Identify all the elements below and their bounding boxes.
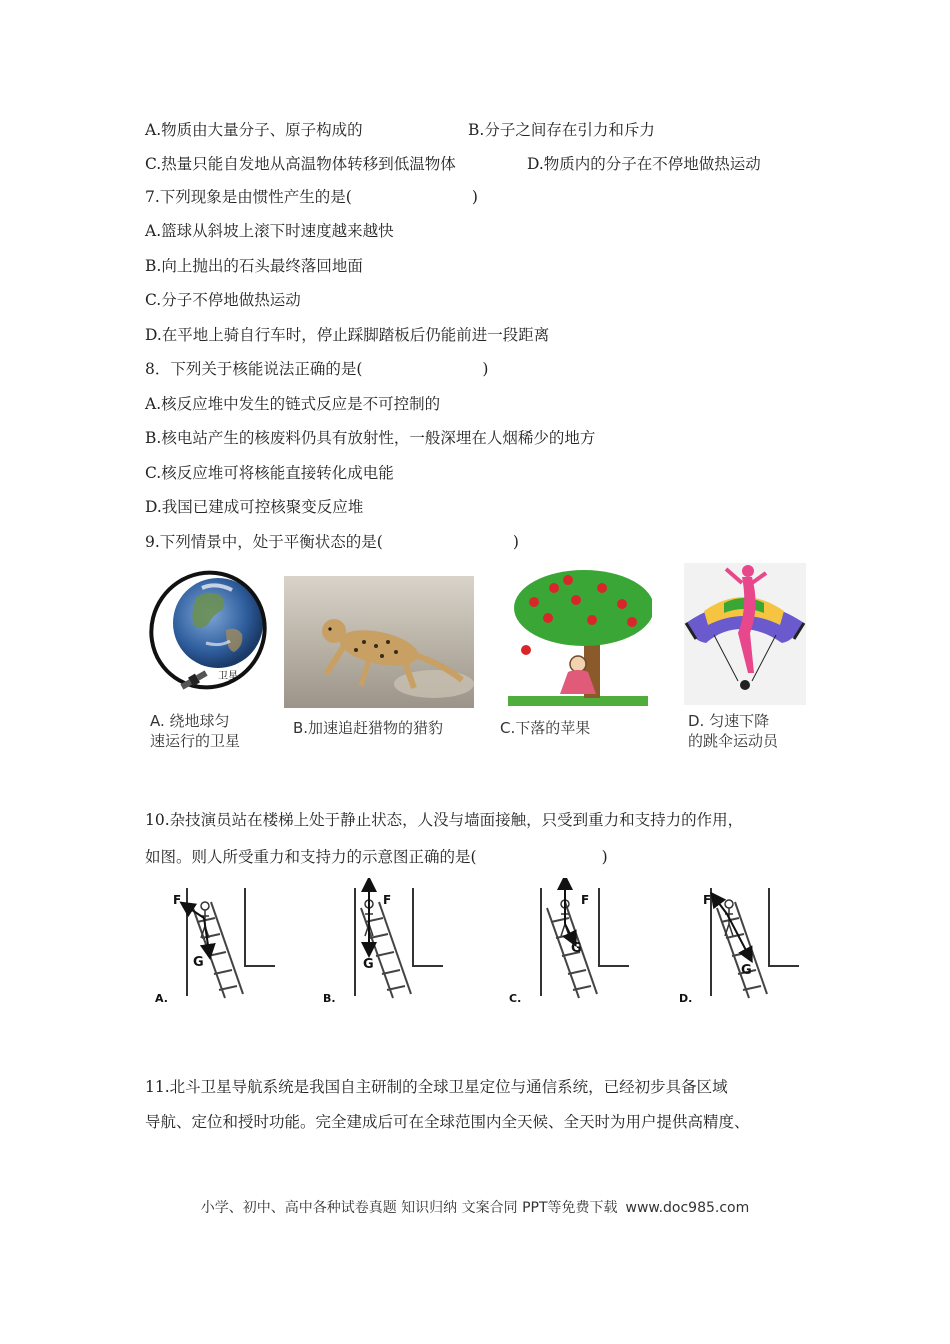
- q8-close-paren: ): [482, 360, 489, 378]
- tree-leaves-icon: [514, 570, 652, 646]
- diagram-d-label: D.: [679, 992, 693, 1005]
- earth-satellite-illustration: [146, 568, 268, 708]
- parachutist-picture: [684, 563, 806, 705]
- cheetah-picture: [284, 576, 474, 708]
- q6-option-c: C.热量只能自发地从高温物体转移到低温物体: [145, 155, 456, 173]
- diagram-a-label: A.: [155, 992, 168, 1005]
- q9-caption-b: B.加速追赶猎物的猎豹: [293, 719, 444, 737]
- q10-force-diagrams: [145, 878, 825, 1008]
- diagram-c-force-f: F: [581, 893, 590, 907]
- parachutist-illustration: [684, 563, 806, 705]
- q7-option-d: D.在平地上骑自行车时，停止踩脚踏板后仍能前进一段距离: [145, 326, 550, 344]
- diagram-b-label: B.: [323, 992, 336, 1005]
- q8-option-c: C.核反应堆可将核能直接转化成电能: [145, 464, 394, 482]
- diagram-c: [509, 882, 629, 1005]
- q10-line1: 10.杂技演员站在楼梯上处于静止状态，人没与墙面接触，只受到重力和支持力的作用，: [145, 811, 744, 829]
- q6-option-d: D.物质内的分子在不停地做热运动: [527, 155, 761, 173]
- q6-row-ab: [145, 118, 825, 140]
- q9-caption-d-line2: 的跳伞运动员: [688, 732, 779, 750]
- q11-line1: 11.北斗卫星导航系统是我国自主研制的全球卫星定位与通信系统，已经初步具备区域: [145, 1078, 728, 1096]
- diagram-d-force-g: G: [741, 963, 752, 978]
- diagram-b-force-f: F: [383, 893, 392, 907]
- q7-close-paren: ): [471, 188, 478, 206]
- q10-line2-text: 如图。则人所受重力和支持力的示意图正确的是(: [145, 848, 477, 866]
- diagram-c-label: C.: [509, 992, 522, 1005]
- q7-option-b: B.向上抛出的石头最终落回地面: [145, 257, 363, 275]
- q9-caption-a-line1: A. 绕地球匀: [150, 712, 230, 730]
- diagram-a-force-f: F: [173, 893, 182, 907]
- q11-line2: 导航、定位和授时功能。完全建成后可在全球范围内全天候、全天时为用户提供高精度、: [145, 1113, 750, 1131]
- satellite-picture: [146, 568, 268, 708]
- apple-tree-illustration: [504, 568, 652, 708]
- q7-option-a: A.篮球从斜坡上滚下时速度越来越快: [145, 222, 394, 240]
- footer-url[interactable]: www.doc985.com: [625, 1200, 750, 1216]
- q9-caption-a: [150, 711, 240, 751]
- q9-close-paren: ): [512, 533, 519, 551]
- diagram-a: [155, 888, 275, 1005]
- q7-stem-text: 7.下列现象是由惯性产生的是(: [145, 188, 352, 206]
- apple-tree-picture: [504, 568, 652, 708]
- diagram-c-force-g: G: [571, 941, 582, 956]
- q9-stem: [145, 532, 519, 552]
- q9-caption-d-line1: D. 匀速下降: [688, 712, 770, 730]
- q8-option-d: D.我国已建成可控核聚变反应堆: [145, 498, 364, 516]
- footer: [0, 1197, 950, 1217]
- q8-option-a: A.核反应堆中发生的链式反应是不可控制的: [145, 395, 441, 413]
- q10-line2: [145, 847, 608, 867]
- q6-option-b: B.分子之间存在引力和斥力: [468, 121, 655, 139]
- q10-close-paren: ): [601, 848, 608, 866]
- cheetah-illustration: [284, 576, 474, 708]
- diagram-d: [679, 888, 799, 1005]
- q9-stem-text: 9.下列情景中，处于平衡状态的是(: [145, 533, 383, 551]
- q6-option-a: A.物质由大量分子、原子构成的: [145, 121, 363, 139]
- satellite-label: 卫星: [218, 671, 238, 682]
- diagram-a-force-g: G: [193, 955, 204, 970]
- footer-text: 小学、初中、高中各种试卷真题 知识归纳 文案合同 PPT等免费下载: [200, 1200, 618, 1216]
- q9-caption-d: [688, 711, 778, 751]
- diagram-d-force-f: F: [703, 893, 712, 907]
- diagram-b: [323, 884, 443, 1005]
- q8-option-b: B.核电站产生的核废料仍具有放射性，一般深埋在人烟稀少的地方: [145, 429, 596, 447]
- q8-stem: [145, 359, 488, 379]
- q7-option-c: C.分子不停地做热运动: [145, 291, 301, 309]
- q7-stem: [145, 187, 478, 207]
- q9-caption-a-line2: 速运行的卫星: [150, 732, 241, 750]
- diagram-b-force-g: G: [363, 957, 374, 972]
- q6-row-cd: [145, 152, 825, 174]
- q9-caption-c: C.下落的苹果: [500, 719, 591, 737]
- q8-stem-text: 8．下列关于核能说法正确的是(: [145, 360, 363, 378]
